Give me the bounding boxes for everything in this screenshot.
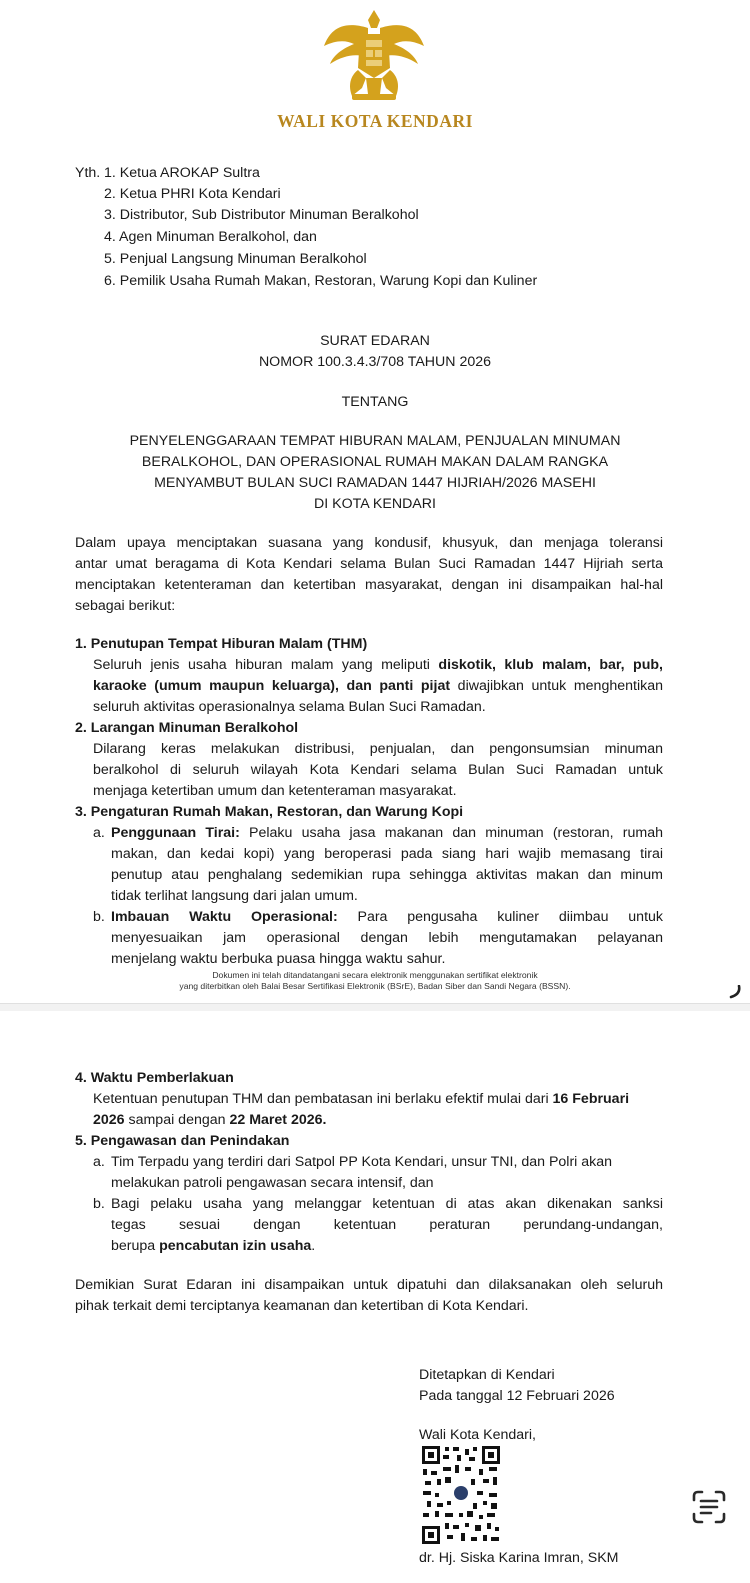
intro-line: sebagai berikut: (75, 598, 176, 614)
section-1-line: karaoke (umum maupun keluarga), dan panti pijat diwajibkan untuk menghentikan (93, 678, 663, 694)
recipient-item: 1. Ketua AROKAP Sultra (104, 165, 260, 181)
subject-line: MENYAMBUT BULAN SUCI RAMADAN 1447 HIJRIAH/2026 MASEHI (154, 475, 596, 491)
section-4-line: 2026 sampai dengan 22 Maret 2026. (93, 1112, 327, 1128)
section-5a-line: Tim Terpadu yang terdiri dari Satpol PP Kota Kendari, unsur TNI, dan Polri akan (111, 1154, 613, 1170)
signature-place: Ditetapkan di Kendari (419, 1367, 555, 1383)
section-3b-line: menjelang waktu berbuka puasa hingga waktu sahur. (111, 951, 446, 967)
section-3b-line: Imbauan Waktu Operasional: Para pengusaha kuliner diimbau untuk (111, 909, 663, 925)
section-5b-line: tegas sesuai dengan ketentuan peraturan perundang-undangan, (111, 1217, 663, 1233)
recipient-item: 2. Ketua PHRI Kota Kendari (104, 186, 281, 202)
list-marker: a. (93, 825, 105, 841)
section-3a-line: penutup atau penghalang sedemikian rupa sehingga aktivitas makan dan minum (111, 867, 663, 883)
section-3b-line: menyesuaikan jam operasional dengan lebih mengutamakan pelayanan (111, 930, 663, 946)
section-3a-line: Penggunaan Tirai: Pelaku usaha jasa makanan dan minuman (restoran, rumah (111, 825, 663, 841)
section-5b-line: berupa pencabutan izin usaha. (111, 1238, 316, 1254)
section-4-line: Ketentuan penutupan THM dan pembatasan ini berlaku efektif mulai dari 16 Februari (93, 1091, 630, 1107)
section-5-title: 5. Pengawasan dan Penindakan (75, 1133, 290, 1149)
recipient-prefix: Yth. (75, 165, 101, 181)
intro-line: Dalam upaya menciptakan suasana yang kondusif, khusyuk, dan menjaga toleransi (75, 535, 663, 551)
closing-line: pihak terkait demi terciptanya keamanan dan ketertiban di Kota Kendari. (75, 1298, 529, 1314)
garuda-emblem-icon (322, 6, 426, 102)
document-number: NOMOR 100.3.4.3/708 TAHUN 2026 (258, 354, 492, 370)
closing-line: Demikian Surat Edaran ini disampaikan untuk dipatuhi dan dilaksanakan oleh seluruh (75, 1277, 663, 1293)
document-type: SURAT EDARAN (320, 333, 430, 349)
scroll-indicator-icon[interactable] (728, 985, 742, 999)
recipient-item: 6. Pemilik Usaha Rumah Makan, Restoran, Warung Kopi dan Kuliner (104, 273, 538, 289)
list-marker: b. (93, 909, 105, 925)
recipient-item: 4. Agen Minuman Beralkohol, dan (104, 229, 317, 245)
section-2-line: menjaga ketertiban umum dan ketenteraman masyarakat. (93, 783, 457, 799)
list-marker: b. (93, 1196, 105, 1212)
subject-line: DI KOTA KENDARI (314, 496, 436, 512)
signature-position: Wali Kota Kendari, (419, 1427, 536, 1443)
section-2-title: 2. Larangan Minuman Beralkohol (75, 720, 299, 736)
e-signature-note: Dokumen ini telah ditandatangani secara elektronik menggunakan sertifikat elektronik (212, 970, 538, 980)
subject-line: BERALKOHOL, DAN OPERASIONAL RUMAH MAKAN DALAM RANGKA (141, 454, 609, 470)
intro-line: menciptakan ketenteraman dan ketertiban masyarakat, dengan ini disampaikan hal-hal (75, 577, 663, 593)
section-1-line: Seluruh jenis usaha hiburan malam yang meliputi diskotik, klub malam, bar, pub, (93, 657, 663, 673)
about-label: TENTANG (341, 394, 409, 410)
section-5b-line: Bagi pelaku usaha yang melanggar ketentuan di atas akan dikenakan sanksi (111, 1196, 663, 1212)
section-3a-line: tidak terlihat langsung dari jalan umum. (111, 888, 358, 904)
section-1-title: 1. Penutupan Tempat Hiburan Malam (THM) (75, 636, 368, 652)
section-1-line: seluruh aktivitas operasionalnya selama Bulan Suci Ramadan. (93, 699, 486, 715)
subject-line: PENYELENGGARAAN TEMPAT HIBURAN MALAM, PENJUALAN MINUMAN (129, 433, 621, 449)
e-signature-note: yang diterbitkan oleh Balai Besar Sertifikasi Elektronik (BSrE), Badan Siber dan Sandi Negara (BSSN). (179, 981, 571, 991)
recipient-item: 5. Penjual Langsung Minuman Beralkohol (104, 251, 367, 267)
letterhead-title: WALI KOTA KENDARI (277, 111, 473, 131)
qr-code-icon[interactable] (421, 1445, 501, 1545)
recipient-item: 3. Distributor, Sub Distributor Minuman Beralkohol (104, 207, 419, 223)
intro-line: antar umat beragama di Kota Kendari selama Bulan Suci Ramadan 1447 Hijriah serta (75, 556, 663, 572)
section-3-title: 3. Pengaturan Rumah Makan, Restoran, dan Warung Kopi (75, 804, 464, 820)
section-2-line: Dilarang keras melakukan distribusi, penjualan, dan pengonsumsian minuman (93, 741, 663, 757)
signatory-name: dr. Hj. Siska Karina Imran, SKM (419, 1550, 619, 1566)
section-4-title: 4. Waktu Pemberlakuan (75, 1070, 234, 1086)
list-marker: a. (93, 1154, 105, 1170)
section-5a-line: melakukan patroli pengawasan secara intensif, dan (111, 1175, 434, 1191)
section-2-line: beralkohol di seluruh wilayah Kota Kendari selama Bulan Suci Ramadan untuk (93, 762, 663, 778)
signature-date: Pada tanggal 12 Februari 2026 (419, 1388, 615, 1404)
text-scan-icon[interactable] (690, 1488, 728, 1526)
section-3a-line: makan, dan kedai kopi) yang beroperasi pada siang hari wajib memasang tirai (111, 846, 663, 862)
